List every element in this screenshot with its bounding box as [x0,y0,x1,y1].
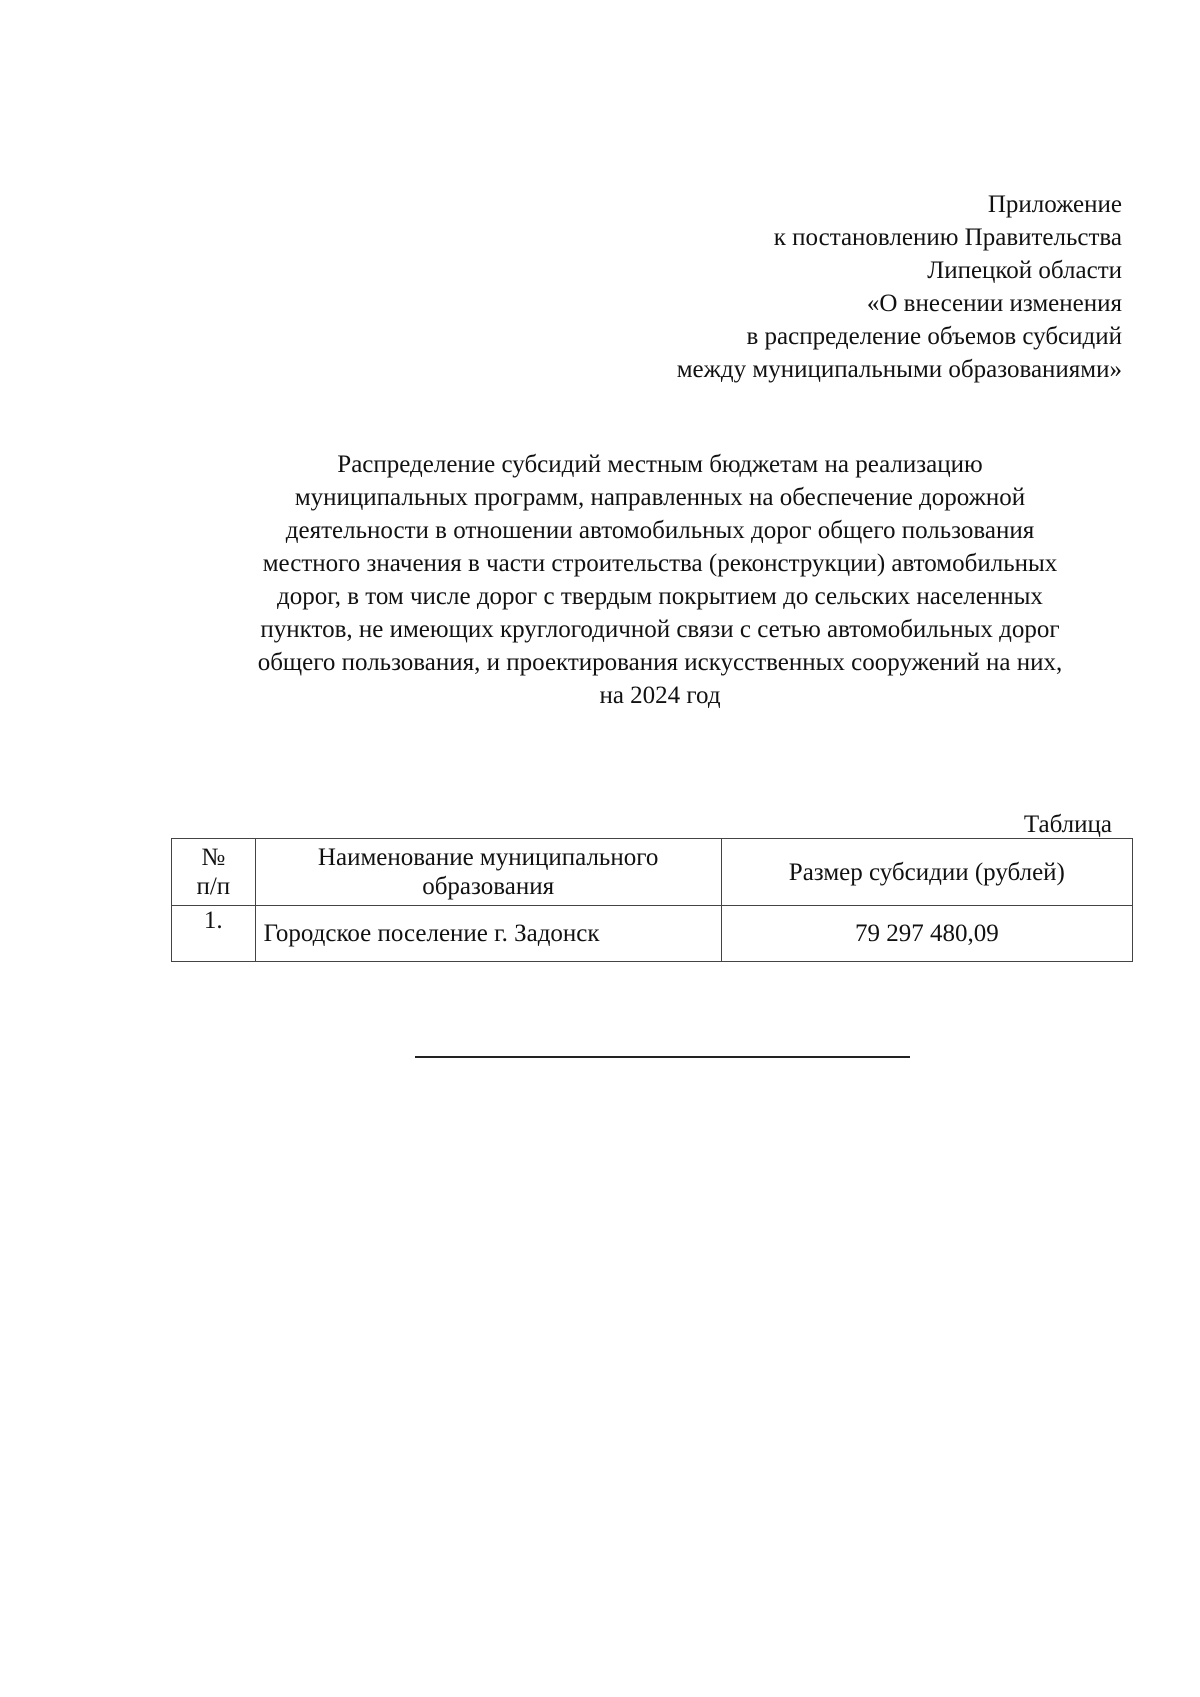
heading-line: общего пользования, и проектирования искусственных сооружений на них, [257,649,1063,676]
heading-line: дорог, в том числе дорог с твердым покрытием до сельских населенных [277,583,1043,610]
table-label: Таблица [1023,811,1112,838]
heading-line: Распределение субсидий местным бюджетам на реализацию [337,451,983,478]
header-municipality [255,839,721,906]
heading-line: местного значения в части строительства (реконструкции) автомобильных [262,550,1058,577]
table-header-row [172,839,1133,906]
heading-line: деятельности в отношении автомобильных дорог общего пользования [285,517,1035,544]
heading-line: пунктов, не имеющих круглогодичной связи с сетью автомобильных дорог [260,616,1060,643]
header-number-line1: № [201,844,226,871]
appendix-line: Липецкой области [927,257,1122,284]
header-municipality-line2: образования [422,873,555,900]
heading-line: на 2024 год [599,682,721,709]
row-amount: 79 297 480,09 [721,906,1132,962]
header-municipality-line1: Наименование муниципального [317,844,659,871]
appendix-line: «О внесении изменения [866,290,1122,317]
header-number [172,839,256,906]
appendix-line: между муниципальными образованиями» [676,356,1122,383]
table-row [172,906,1133,962]
header-number-line2: п/п [196,873,231,900]
appendix-block [422,188,1122,386]
appendix-line: к постановлению Правительства [773,224,1122,251]
end-divider [415,1056,910,1058]
document-heading [190,448,1130,712]
header-amount: Размер субсидии (рублей) [721,839,1132,906]
row-number: 1. [172,906,256,962]
heading-line: муниципальных программ, направленных на обеспечение дорожной [294,484,1026,511]
row-municipality: Городское поселение г. Задонск [255,906,721,962]
appendix-line: Приложение [987,191,1122,218]
appendix-line: в распределение объемов субсидий [746,323,1122,350]
subsidy-table [171,838,1133,962]
